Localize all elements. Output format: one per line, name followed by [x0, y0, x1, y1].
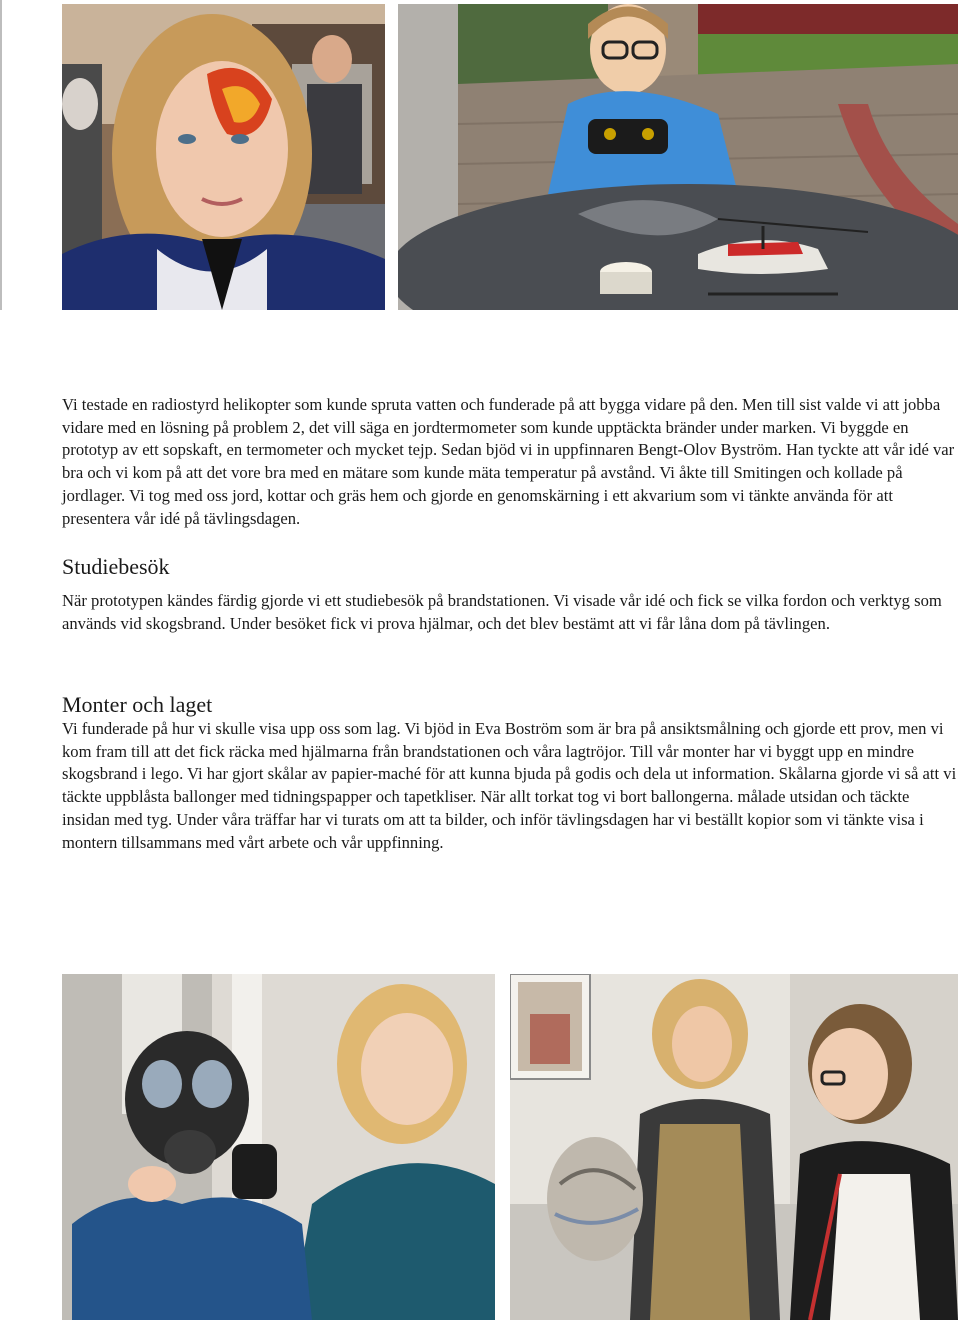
- photo-rc-helicopter: [398, 4, 958, 310]
- heading-studiebesok: Studiebesök: [62, 554, 170, 579]
- monter-paragraph: Vi funderade på hur vi skulle visa upp oss som lag. Vi bjöd in Eva Boström som är bra på ansiktsmålning och gjorde ett prov, men vi kom fram till att det fick räcka med hjälmarna från brandstationen och våra lagtröjor. Till vår monter har vi byggt upp en mindre skogsbrand i lego. Vi har gjort skålar av papier-maché för att kunna bjuda på godis och dela ut information. Skålarna gjorde vi så att vi täckte uppblåsta ballonger med tidningspapper och tapetkliser. När allt torkat tog vi bort ballongerna. målade utsidan och täckte insidan med tyg. Under våra träffar har vi turats om att ta bilder, och inför tävlingsdagen har vi beställt kopior som vi tänkte visa i montern tillsammans med vårt arbete och vår uppfinning.: [62, 719, 957, 852]
- studiebesok-paragraph: När prototypen kändes färdig gjorde vi ett studiebesök på brandstationen. Vi visade vår idé och fick se vilka fordon och verktyg som används vid skogsbrand. Under besöket fick vi prova hjälmar, och det blev bestämt att vi får låna dom på tävlingen.: [62, 591, 942, 633]
- page-edge-line: [0, 0, 2, 310]
- photo-papier-mache: [510, 974, 958, 1320]
- photo-gas-mask: [62, 974, 495, 1320]
- photo-face-paint: [62, 4, 385, 310]
- heading-monter-och-laget: Monter och laget: [62, 692, 213, 717]
- intro-paragraph: Vi testade en radiostyrd helikopter som kunde spruta vatten och funderade på att bygga vidare på den. Men till sist valde vi att jobba vidare med en lösning på problem 2, det vill säga en jordtermometer som kunde upptäckta bränder under marken. Vi byggde en prototyp av ett sopskaft, en termometer och mycket tejp. Sedan bjöd vi in uppfinnaren Bengt-Olov Byström. Han tyckte att vår idé var bra och vi kom på att det vore bra med en mätare som kunde mäta temperatur på avstånd. Vi åkte till Smitingen och kollade på jordlager. Vi tog med oss jord, kottar och gräs hem och gjorde en genomskärning i ett akvarium som vi tänkte använda för att presentera vår idé på tävlingsdagen.: [62, 395, 955, 528]
